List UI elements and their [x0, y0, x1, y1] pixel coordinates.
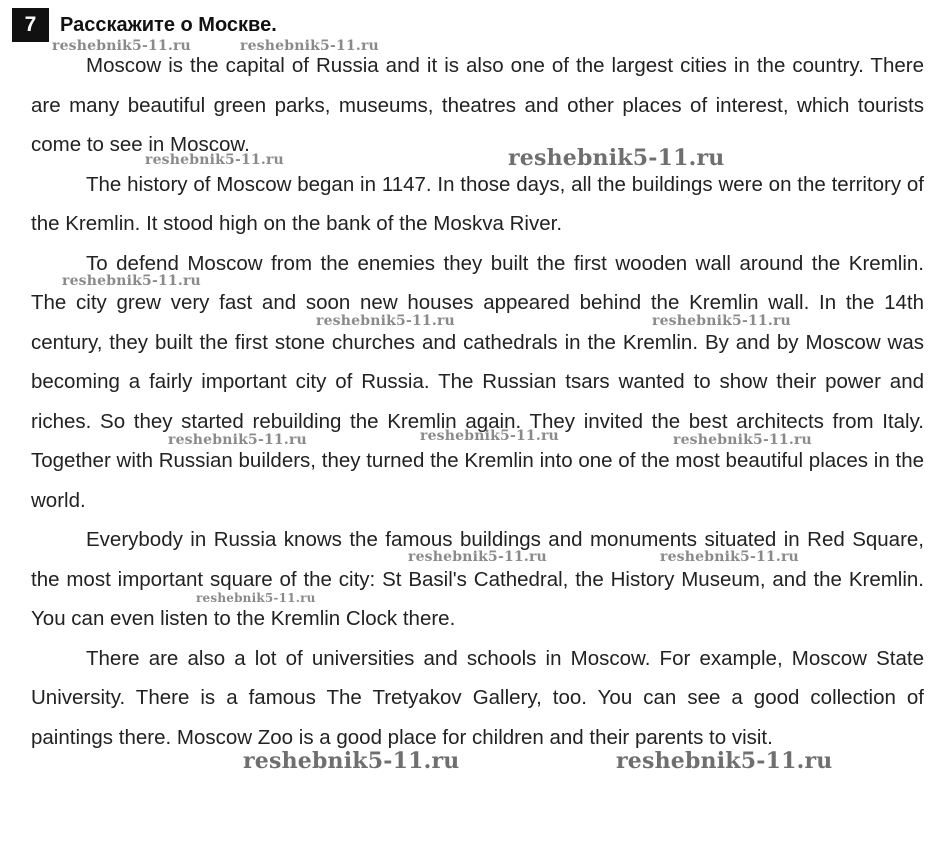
paragraph-5: There are also a lot of universities and schools in Moscow. For example, Moscow State University. There is a famous The Tretyakov Gallery, too. You can see a good collection of paintings there. Moscow Zoo is a good place for children and their parents to visit. [31, 646, 924, 749]
watermark: reshebnik5-11.ru [62, 273, 201, 289]
task-header [12, 8, 277, 42]
watermark: reshebnik5-11.ru [616, 748, 833, 774]
task-title: Расскажите о Москве. [60, 13, 277, 36]
watermark: reshebnik5-11.ru [660, 549, 799, 565]
watermark: reshebnik5-11.ru [316, 313, 455, 329]
watermark: reshebnik5-11.ru [196, 591, 316, 605]
task-number-badge: 7 [12, 8, 49, 42]
watermark: reshebnik5-11.ru [652, 313, 791, 329]
watermark: reshebnik5-11.ru [420, 428, 559, 444]
watermark: reshebnik5-11.ru [52, 38, 191, 54]
watermark: reshebnik5-11.ru [243, 748, 460, 774]
watermark: reshebnik5-11.ru [408, 549, 547, 565]
paragraph-4: Everybody in Russia knows the famous buildings and monuments situated in Red Square, the most important square of the city: St Basil's Cathedral, the History Museum, and the Kremlin. You can even listen to the Kremlin Clock there. [31, 528, 924, 630]
watermark: reshebnik5-11.ru [508, 145, 725, 171]
watermark: reshebnik5-11.ru [673, 432, 812, 448]
paragraph-3: To defend Moscow from the enemies they built the first wooden wall around the Kremlin. The city grew very fast and soon new houses appeared behind the Kremlin wall. In the 14th century, they built the first stone churches and cathedrals in the Kremlin. By and by Moscow was becoming a fairly important city of Russia. The Russian tsars wanted to show their power and riches. So they started rebuilding the Kremlin again. They invited the best architects from Italy. Together with Russian builders, they turned the Kremlin into one of the most beautiful places in the world. [31, 251, 924, 512]
paragraph-1: Moscow is the capital of Russia and it is also one of the largest cities in the country. There are many beautiful green parks, museums, theatres and other places of interest, which tourists come to see in Moscow. [31, 54, 924, 156]
watermark: reshebnik5-11.ru [145, 152, 284, 168]
watermark: reshebnik5-11.ru [240, 38, 379, 54]
watermark: reshebnik5-11.ru [168, 432, 307, 448]
paragraph-2: The history of Moscow began in 1147. In those days, all the buildings were on the territory of the Kremlin. It stood high on the bank of the Moskva River. [31, 172, 924, 235]
